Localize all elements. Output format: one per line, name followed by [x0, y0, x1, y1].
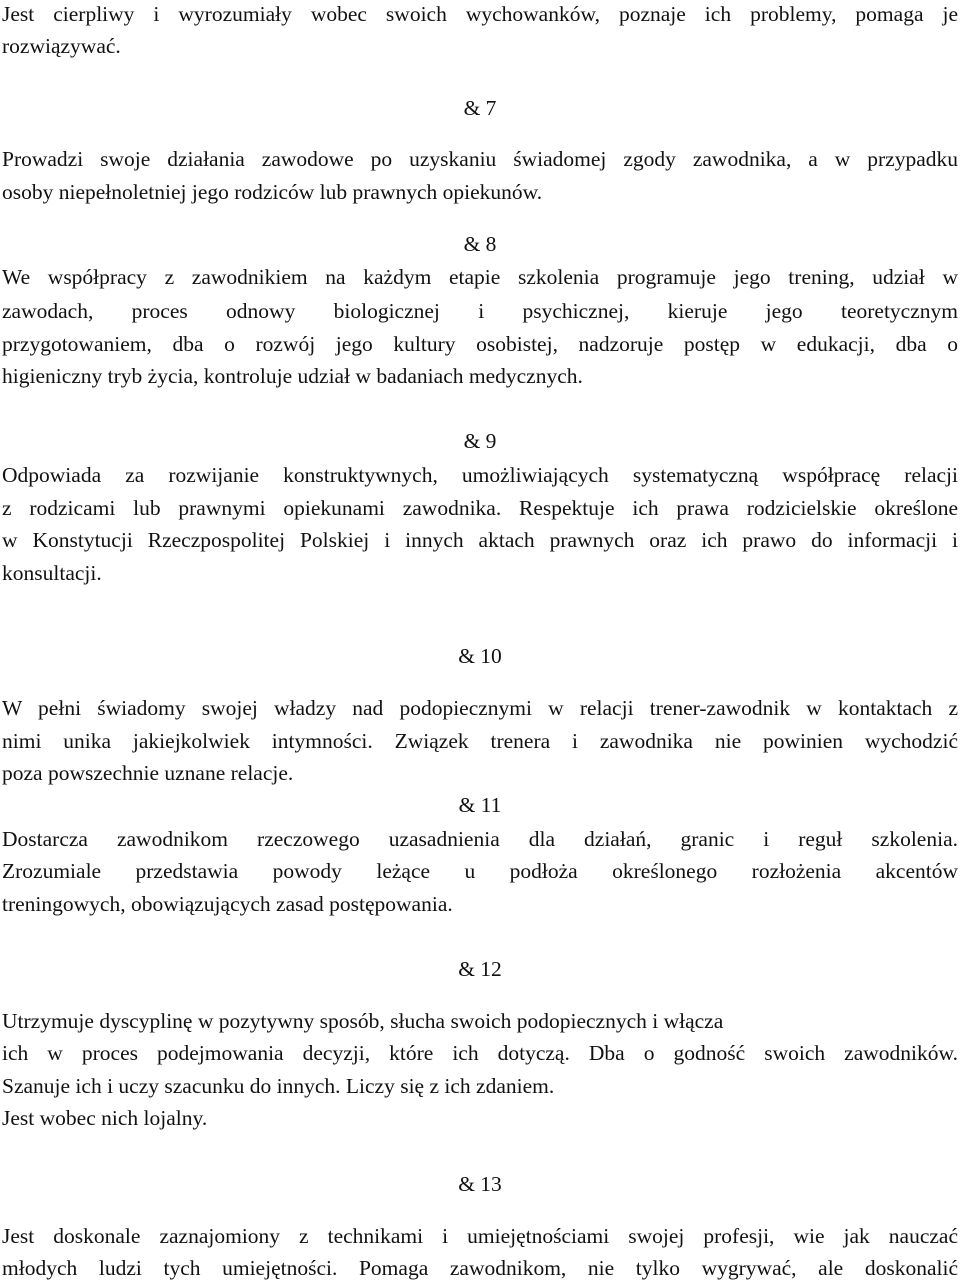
- paragraph-line: w Konstytucji Rzeczpospolitej Polskiej i innych aktach prawnych oraz ich prawo do informacji i: [2, 528, 958, 552]
- paragraph-line: treningowych, obowiązujących zasad postępowania.: [2, 892, 453, 916]
- section-heading-11: & 11: [458, 793, 502, 817]
- paragraph-line: Utrzymuje dyscyplinę w pozytywny sposób, słucha swoich podopiecznych i włącza: [2, 1009, 724, 1033]
- section-heading-7: & 7: [463, 96, 497, 120]
- paragraph-line: ich w proces podejmowania decyzji, które ich dotyczą. Dba o godność swoich zawodników.: [2, 1041, 958, 1065]
- section-heading-13: & 13: [458, 1172, 502, 1196]
- paragraph-line: Prowadzi swoje działania zawodowe po uzyskaniu świadomej zgody zawodnika, a w przypadku: [2, 147, 958, 171]
- paragraph-line: osoby niepełnoletniej jego rodziców lub prawnych opiekunów.: [2, 180, 543, 204]
- paragraph-line: Jest cierpliwy i wyrozumiały wobec swoich wychowanków, poznaje ich problemy, pomaga je: [2, 2, 958, 26]
- paragraph-line: Jest doskonale zaznajomiony z technikami i umiejętnościami swojej profesji, wie jak nauczać: [2, 1224, 958, 1248]
- paragraph-line: Odpowiada za rozwijanie konstruktywnych, umożliwiających systematyczną współpracę relacji: [2, 463, 958, 487]
- paragraph-line: Zrozumiale przedstawia powody leżące u podłoża określonego rozłożenia akcentów: [2, 859, 958, 883]
- paragraph-line: nimi unika jakiejkolwiek intymności. Związek trenera i zawodnika nie powinien wychodzić: [2, 729, 958, 753]
- paragraph-line: Szanuje ich i uczy szacunku do innych. Liczy się z ich zdaniem.: [2, 1074, 555, 1098]
- section-heading-12: & 12: [458, 957, 502, 981]
- paragraph-line: W pełni świadomy swojej władzy nad podopiecznymi w relacji trener-zawodnik w kontaktach z: [2, 696, 958, 720]
- paragraph-line: higieniczny tryb życia, kontroluje udział w badaniach medycznych.: [2, 364, 583, 388]
- section-heading-8: & 8: [463, 232, 497, 256]
- paragraph-line: z rodzicami lub prawnymi opiekunami zawodnika. Respektuje ich prawa rodzicielskie określone: [2, 496, 958, 520]
- document-page: [2, 0, 958, 1285]
- paragraph-line: We współpracy z zawodnikiem na każdym etapie szkolenia programuje jego trening, udział w: [2, 265, 958, 289]
- paragraph-line: poza powszechnie uznane relacje.: [2, 761, 294, 785]
- paragraph-line: zawodach, proces odnowy biologicznej i psychicznej, kieruje jego teoretycznym: [2, 299, 958, 323]
- paragraph-line: rozwiązywać.: [2, 34, 121, 58]
- paragraph-line: konsultacji.: [2, 561, 102, 585]
- paragraph-line: Jest wobec nich lojalny.: [2, 1106, 208, 1130]
- paragraph-line: Dostarcza zawodnikom rzeczowego uzasadnienia dla działań, granic i reguł szkolenia.: [2, 827, 958, 851]
- paragraph-line: młodych ludzi tych umiejętności. Pomaga zawodnikom, nie tylko wygrywać, ale doskonalić: [2, 1256, 958, 1280]
- section-heading-10: & 10: [458, 644, 502, 668]
- paragraph-line: przygotowaniem, dba o rozwój jego kultury osobistej, nadzoruje postęp w edukacji, dba o: [2, 332, 958, 356]
- section-heading-9: & 9: [463, 429, 497, 453]
